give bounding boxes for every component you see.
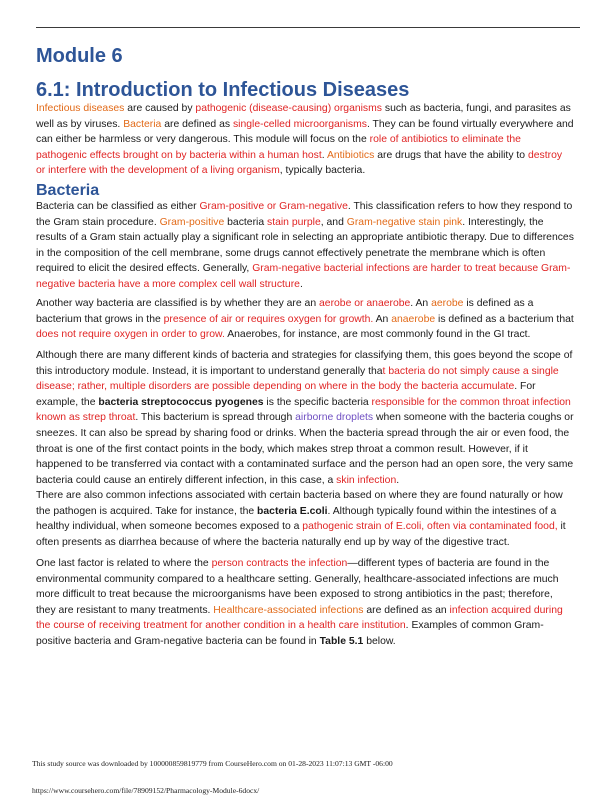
text-run: One last factor is related to where the [36, 558, 212, 569]
text-run: bacteria [224, 216, 268, 228]
highlighted-phrase: skin infection [336, 474, 397, 486]
key-term: anaerobe [391, 313, 436, 325]
text-run: . [396, 474, 400, 486]
highlighted-phrase: responsible for the common throat infection known as strep throat [36, 396, 571, 424]
highlighted-phrase: destroy or interfere with the development of a living organism [36, 149, 563, 177]
module-title: Module 6 [36, 45, 123, 67]
text-run: . Interestingly, the results of a Gram stain actually play a significant role in selecting an appropriate antibiotic therapy. Due to differences in the composition of the cell membrane, some drugs cannot effectively penetrate the membrane which is often required to elicit the desired effects. Generally, [36, 216, 574, 275]
text-run: are caused by [124, 103, 196, 114]
key-term: Healthcare-associated infections [213, 604, 364, 616]
text-run: . This bacterium is spread through [135, 412, 296, 424]
key-term: Antibiotics [326, 149, 375, 161]
text-run: are drugs that have the ability to [374, 149, 528, 161]
text-run: is defined as a bacterium that [435, 313, 574, 325]
text-run: . [299, 278, 303, 290]
healthcare-infection-paragraph [36, 556, 574, 650]
bacteria-heading: Bacteria [36, 182, 100, 199]
bold-term: bacteria streptococcus pyogenes [98, 396, 264, 408]
highlighted-phrase: does not require oxygen in order to grow. [36, 329, 225, 341]
text-run: when someone with the bacteria coughs or sneezes. It can also be spread by sharing food or drinks. When the bacteria spread through the air or even food, the throat is one of the first contact points in the body, which makes strep throat a common result. However, if it happened to be transferred via contact with a contaminated surface and the person had an open sore, the very same bacteria could cause an entirely different infection, in this case, a [36, 412, 574, 486]
text-run: . They can be found virtually everywhere and can either be harmless or very dangerous. This module will focus on the [36, 118, 574, 146]
highlighted-phrase: Gram-positive or Gram-negative [199, 201, 348, 212]
gram-stain-paragraph [36, 199, 574, 293]
highlighted-phrase: Gram-negative bacterial infections are harder to treat because Gram-negative bacteria have a more complex cell wall structure [36, 263, 571, 290]
text-run: are defined as [161, 118, 233, 130]
text-run: . Examples of common Gram-positive bacteria and Gram-negative bacteria can be found in [36, 620, 544, 647]
highlighted-phrase: aerobe or anaerobe [319, 298, 411, 309]
highlighted-phrase: infection acquired during the course of receiving treatment for another condition in a health care institution [36, 604, 563, 632]
text-run: such as bacteria, fungi, and parasites as well as by viruses. [36, 103, 571, 130]
highlighted-phrase: single-celled microorganisms [232, 118, 367, 130]
text-run: it often presents as diarrhea because of where the bacteria naturally end up by way of the digestive tract. [36, 521, 566, 548]
download-notice: This study source was downloaded by 100000859819779 from CourseHero.com on 01-28-2023 11:07:13 GMT -06:00 [32, 759, 393, 768]
highlighted-phrase: pathogenic strain of E.coli, often via contaminated food, [302, 521, 558, 533]
section-title: 6.1: Introduction to Infectious Diseases [36, 79, 410, 101]
highlighted-phrase: role of antibiotics to eliminate the pathogenic effects brought on by bacteria within a human host [36, 134, 521, 161]
text-run: . For example, the [36, 381, 536, 408]
strep-throat-paragraph [36, 348, 574, 488]
source-url[interactable]: https://www.coursehero.com/file/78909152/Pharmacology-Module-6docx/ [32, 786, 260, 795]
key-term: Infectious diseases [36, 103, 125, 114]
text-run: . This classification refers to how they respond to the Gram stain procedure. [36, 201, 573, 228]
text-run: Anaerobes, for instance, are most commonly found in the GI tract. [224, 329, 531, 341]
highlighted-phrase: presence of air or requires oxygen for growth. [163, 313, 374, 325]
highlighted-phrase: person contracts the infection [211, 558, 348, 569]
highlighted-phrase: pathogenic (disease-causing) organisms [195, 103, 382, 114]
highlighted-phrase: stain purple [267, 216, 321, 228]
aerobe-anaerobe-paragraph [36, 296, 574, 343]
highlighted-phrase: airborne droplets [295, 412, 374, 424]
text-run: is the specific bacteria [263, 396, 372, 408]
highlighted-phrase: t bacteria do not simply cause a single disease; rather, multiple disorders are possible depending on where in the body the bacteria accumulate [36, 365, 559, 393]
text-run: are defined as an [363, 604, 450, 616]
ecoli-paragraph [36, 488, 574, 550]
text-run: . Although typically found within the intestines of a healthy individual, when someone becomes exposed to a [36, 505, 557, 533]
intro-paragraph [36, 101, 574, 179]
text-run: . An [410, 298, 432, 309]
bold-term: Table 5.1 [319, 635, 364, 647]
key-term: aerobe [431, 298, 464, 309]
text-run: There are also common infections associated with certain bacteria based on where they are found naturally or how the pathogen is acquired. Take for instance, the [36, 490, 563, 517]
bold-term: bacteria E.coli [257, 505, 328, 517]
text-run: . [321, 149, 327, 161]
key-term: Gram-positive [159, 216, 225, 228]
text-run: Bacteria can be classified as either [36, 201, 200, 212]
text-run: An [373, 313, 392, 325]
text-run: Another way bacteria are classified is by whether they are an [36, 298, 320, 309]
key-term: Gram-negative stain pink [346, 216, 463, 228]
text-run: , typically bacteria. [279, 165, 366, 177]
header-rule [36, 27, 580, 28]
text-run: —different types of bacteria are found in the environmental community compared to a healthcare setting. Generally, healthcare-associated infections are much more difficult to treat because the microorganisms have been exposed to strong antibiotics in the past; therefore, they are resistant to many treatments. [36, 558, 559, 616]
text-run: is defined as a bacterium that grows in the [36, 298, 534, 325]
text-run: below. [363, 635, 396, 647]
text-run: , and [320, 216, 347, 228]
text-run: Although there are many different kinds of bacteria and strategies for classifying them, this goes beyond the scope of this introductory module. Instead, it is important to understand generally tha [36, 350, 573, 377]
key-term: Bacteria [123, 118, 162, 130]
